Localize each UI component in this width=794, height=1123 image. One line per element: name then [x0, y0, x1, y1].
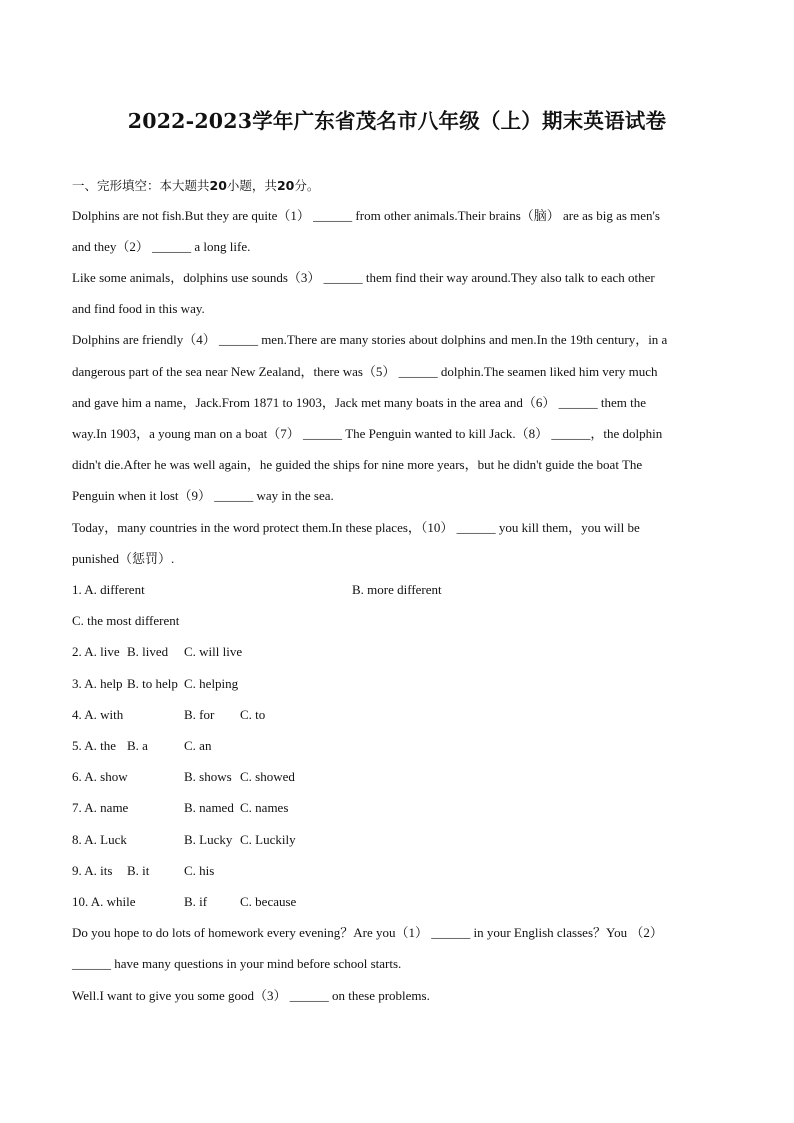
question-4-option-c: C. to — [240, 707, 266, 722]
question-7-option-b: B. named — [184, 800, 234, 815]
question-7-option-c: C. names — [240, 800, 289, 815]
question-5-option-c: C. an — [184, 738, 212, 753]
section-mid: 小题，共 — [226, 178, 277, 193]
question-3-option-a: 3. A. help — [72, 676, 123, 691]
passage2-line: Well.I want to give you some good（3） ______ on these problems. — [72, 988, 430, 1003]
question-2-option-a: 2. A. live — [72, 644, 120, 659]
question-9-option-b: B. it — [127, 863, 150, 878]
passage1-line: Dolphins are not fish.But they are quite（1） ______ from other animals.Their brains（脑） are as big as men's — [72, 208, 660, 223]
question-6-option-a: 6. A. show — [72, 769, 128, 784]
question-5-option-b: B. a — [127, 738, 148, 753]
question-10-option-c: C. because — [240, 894, 297, 909]
passage1-line: didn't die.After he was well again，he guided the ships for nine more years，but he didn't guide the boat The — [72, 457, 643, 472]
question-4-option-a: 4. A. with — [72, 707, 124, 722]
passage1-line: Like some animals，dolphins use sounds（3） ______ them find their way around.They also talk to each other — [72, 270, 655, 285]
question-2-option-b: B. lived — [127, 644, 169, 659]
passage1-line: and gave him a name，Jack.From 1871 to 1903，Jack met many boats in the area and（6） ______ them the — [72, 395, 647, 410]
passage2-line: Do you hope to do lots of homework every evening？Are you（1） ______ in your English classes？You （2） — [72, 925, 663, 940]
question-10-option-b: B. if — [184, 894, 208, 909]
question-6-option-c: C. showed — [240, 769, 295, 784]
question-3-option-c: C. helping — [184, 676, 239, 691]
section-count: 20 — [209, 178, 227, 193]
passage1-line: punished（惩罚）. — [72, 551, 175, 566]
section-heading — [72, 176, 319, 194]
question-3-option-b: B. to help — [127, 676, 178, 691]
question-6-option-b: B. shows — [184, 769, 232, 784]
question-7-option-a: 7. A. name — [72, 800, 129, 815]
passage1-line: dangerous part of the sea near New Zealand，there was（5） ______ dolphin.The seamen liked him very much — [72, 364, 658, 379]
question-8-option-c: C. Luckily — [240, 832, 296, 847]
question-9-option-c: C. his — [184, 863, 215, 878]
page-title: 2022-2023学年广东省茂名市八年级（上）期末英语试卷 — [127, 109, 667, 133]
question-9-option-a: 9. A. its — [72, 863, 113, 878]
passage1-line: way.In 1903，a young man on a boat（7） ______ The Penguin wanted to kill Jack.（8） ______，the dolphin — [72, 426, 663, 441]
question-1-option-b: B. more different — [352, 582, 442, 597]
section-score: 20 — [276, 178, 295, 193]
section-prefix: 一、完形填空：本大题共 — [72, 178, 210, 193]
passage1-line: Penguin when it lost（9） ______ way in the sea. — [72, 488, 334, 503]
question-2-option-c: C. will live — [184, 644, 243, 659]
question-1-option-c: C. the most different — [72, 613, 180, 628]
section-suffix: 分。 — [294, 178, 320, 193]
question-8-option-b: B. Lucky — [184, 832, 233, 847]
passage2-line: ______ have many questions in your mind before school starts. — [72, 956, 402, 971]
question-1-option-a: 1. A. different — [72, 582, 145, 597]
question-4-option-b: B. for — [184, 707, 215, 722]
passage1-line: Dolphins are friendly（4） ______ men.There are many stories about dolphins and men.In the 19th century，in a — [72, 332, 668, 347]
passage1-line: Today，many countries in the word protect them.In these places，（10） ______ you kill them，you will be — [72, 520, 640, 535]
question-10-option-a: 10. A. while — [72, 894, 136, 909]
question-8-option-a: 8. A. Luck — [72, 832, 127, 847]
passage1-line: and find food in this way. — [72, 301, 205, 316]
passage1-line: and they（2） ______ a long life. — [72, 239, 251, 254]
question-5-option-a: 5. A. the — [72, 738, 117, 753]
